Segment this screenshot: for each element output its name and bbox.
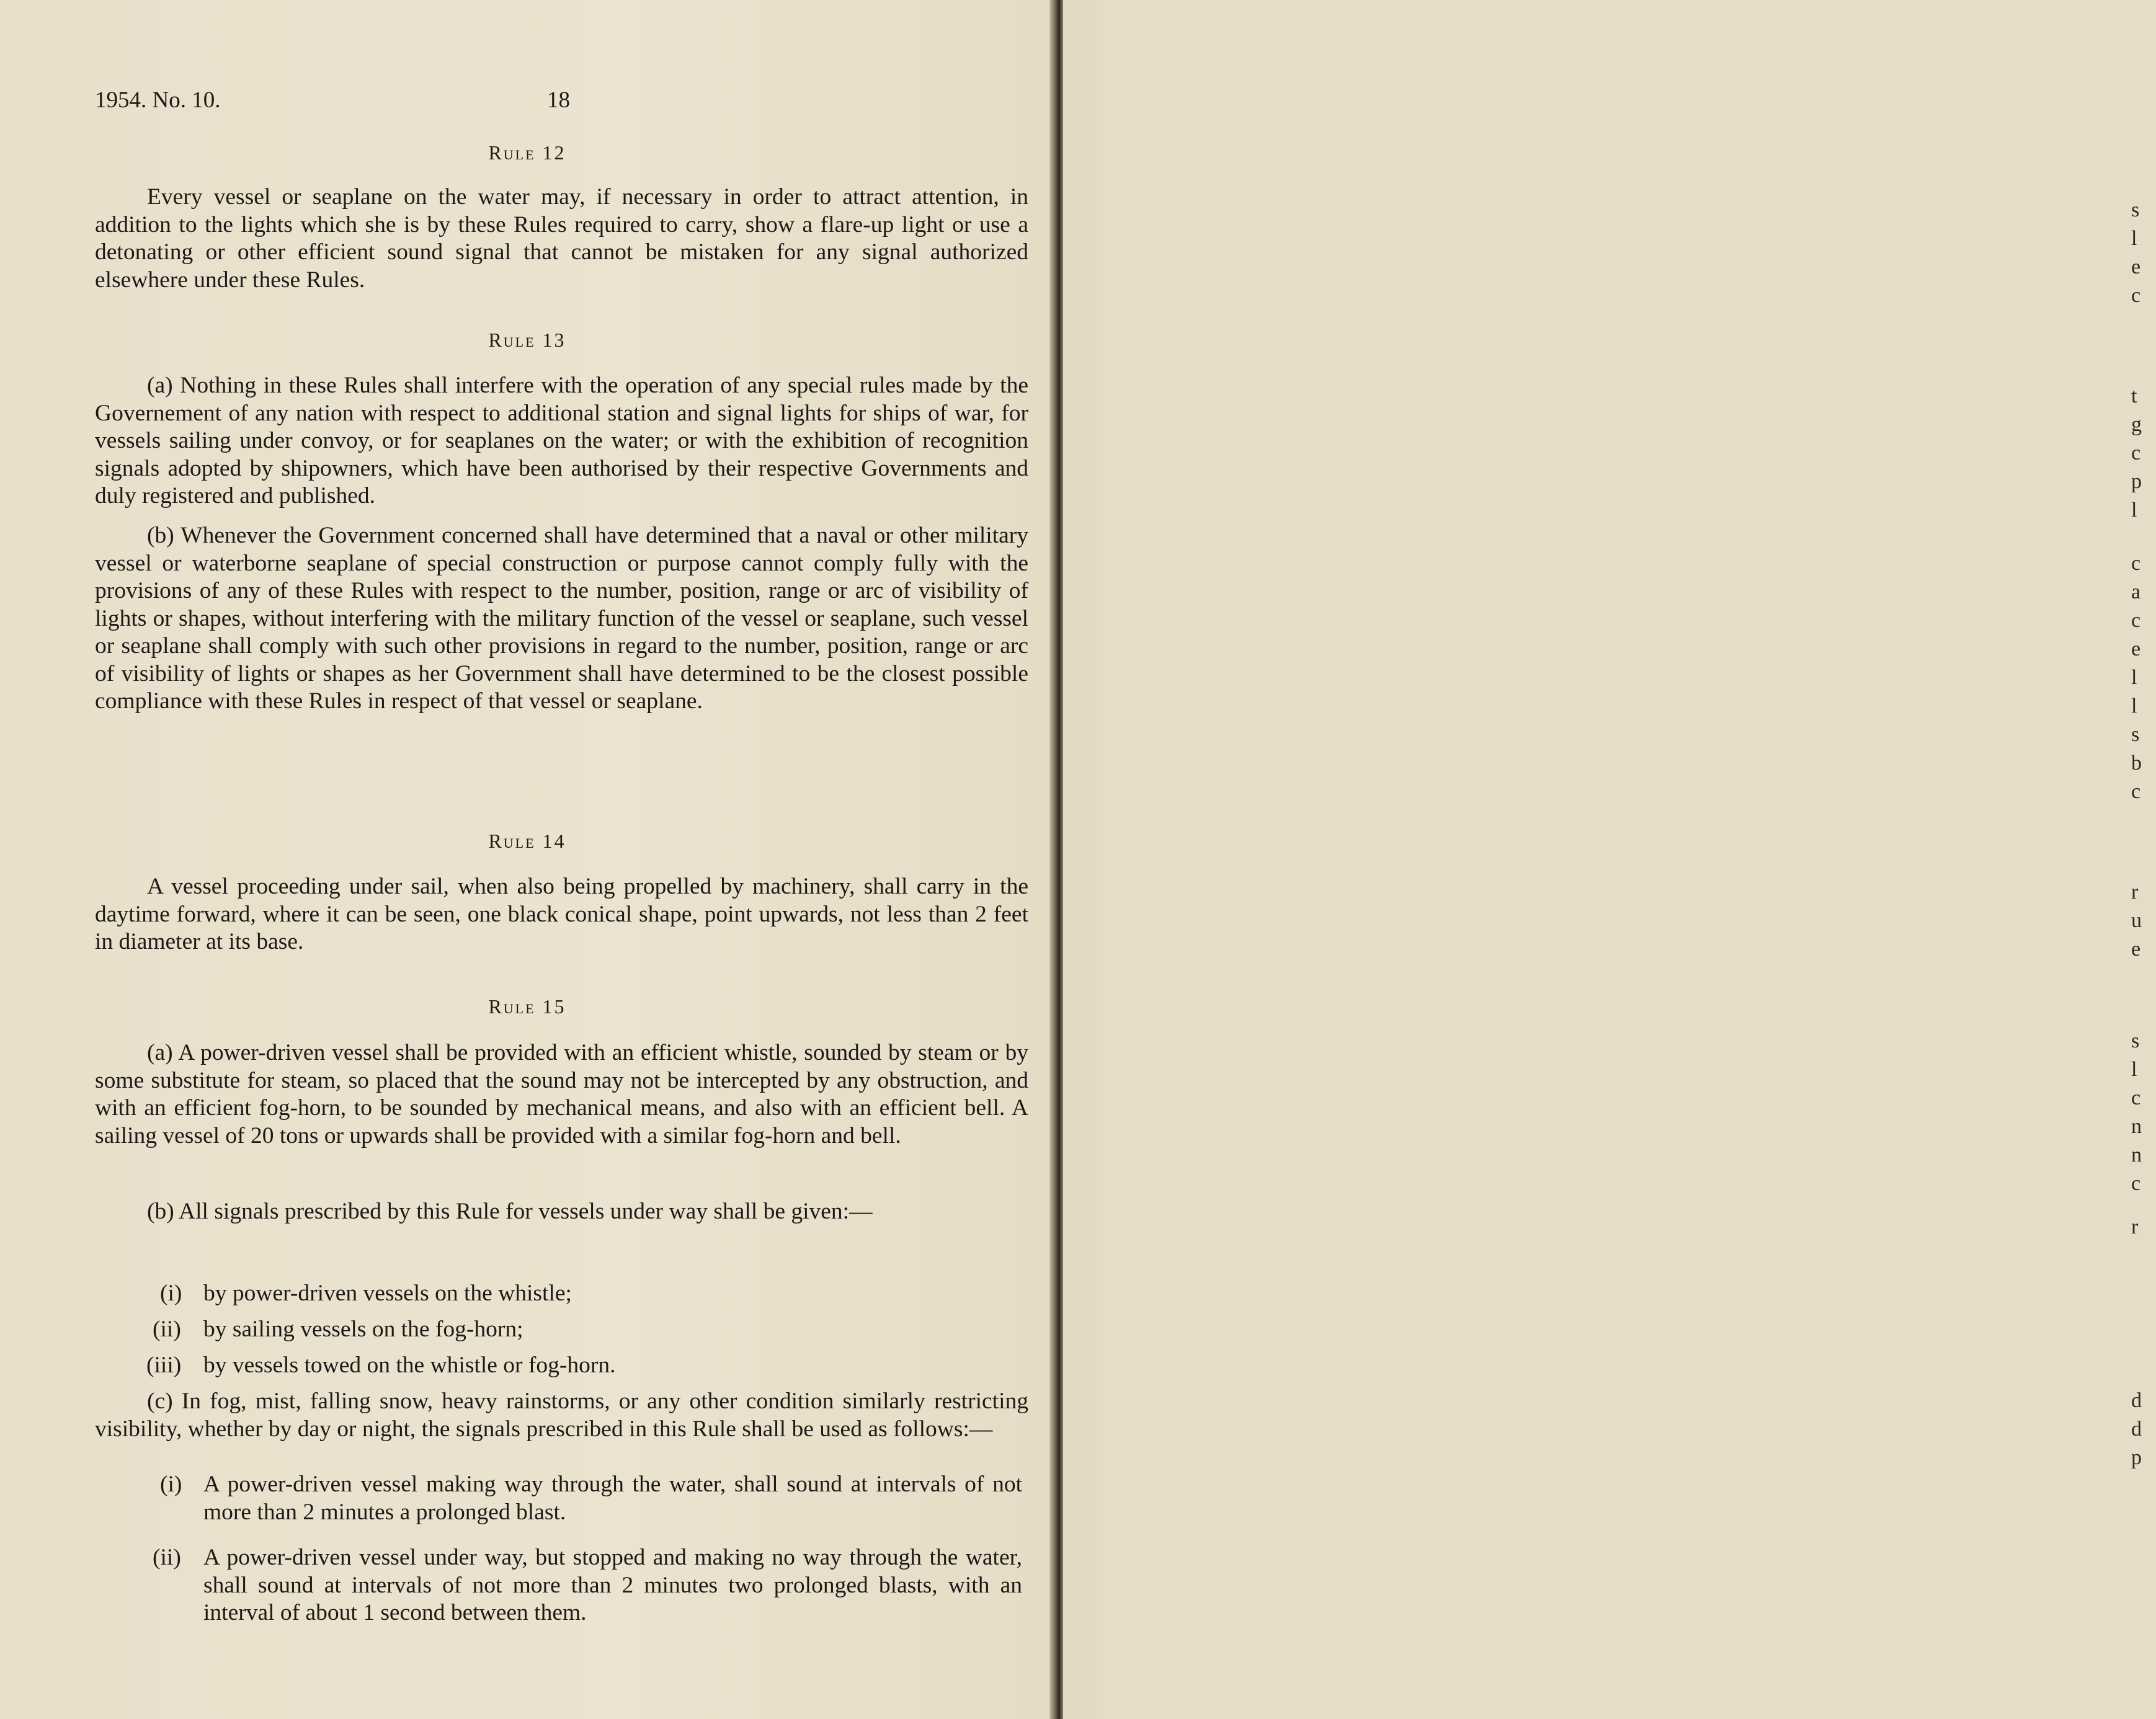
adjacent-page-letter: l <box>2131 227 2137 250</box>
item-number: (i) <box>160 1472 182 1497</box>
adjacent-page-letter: p <box>2131 470 2142 493</box>
rule-15-b <box>95 1198 1028 1226</box>
rule-13-b <box>95 522 1028 716</box>
adjacent-page-letters <box>2131 0 2156 1719</box>
rule-12-paragraph: Every vessel or seaplane on the water may, if necessary in order to attract attention, in addition to the lights which she is by these Rules required to carry, show a flare-up light or use a detonating or other efficient sound signal that cannot be mistaken for any signal authorized elsewhere under these Rules. <box>95 184 1028 293</box>
item-text: by vessels towed on the whistle or fog-horn. <box>203 1353 616 1378</box>
item-text: by power-driven vessels on the whistle; <box>203 1281 572 1306</box>
rule-15-a-paragraph: (a) A power-driven vessel shall be provided with an efficient whistle, sounded by steam or by some substitute for steam, so placed that the sound may not be intercepted by any obstruction, and with an efficient fog-horn, to be sounded by mechanical means, and also with an efficient bell. A sailing vessel of 20 tons or upwards shall be provided with a similar fog-horn and bell. <box>95 1040 1028 1148</box>
item-number: (iii) <box>146 1353 182 1378</box>
adjacent-page-letter: e <box>2131 938 2141 961</box>
adjacent-page-letter: d <box>2131 1389 2142 1412</box>
rule-15-c-item <box>153 1544 1021 1631</box>
rule-13-a-paragraph: (a) Nothing in these Rules shall interfere with the operation of any special rules made by the Governement of any nation with respect to additional station and signal lights for ships of war, for vessels sailing under convoy, or for seaplanes on the water; or with the exhibition of recognition signals adopted by shipowners, which have been authorised by their respective Governments and duly registered and published. <box>95 373 1028 509</box>
rule-15-b-item <box>146 1352 1015 1380</box>
rule-12-text <box>95 184 1028 294</box>
rule-15-heading: Rule 15 <box>488 995 566 1018</box>
item-number: (ii) <box>153 1317 181 1342</box>
rule-15-a <box>95 1039 1028 1150</box>
rule-15-c-intro: (c) In fog, mist, falling snow, heavy rainstorms, or any other condition similarly restricting visibility, whether by day or night, the signals prescribed in this Rule shall be used as follows:— <box>95 1388 1028 1442</box>
adjacent-page-letter: r <box>2131 1215 2139 1238</box>
rule-14-text <box>95 873 1028 956</box>
adjacent-page-letter: r <box>2131 881 2139 904</box>
item-text: A power-driven vessel under way, but stopped and making no way through the water, shall sound at intervals of not more than 2 minutes two prolonged blasts, with an interval of about 1 second between them. <box>203 1545 1022 1625</box>
item-number: (i) <box>160 1281 182 1306</box>
adjacent-page-letter: c <box>2131 1086 2141 1109</box>
adjacent-page-letter: s <box>2131 723 2140 746</box>
rule-15-c-item <box>160 1471 1028 1528</box>
rule-15-b-intro: (b) All signals prescribed by this Rule for vessels under way shall be given:— <box>147 1199 873 1224</box>
rule-12-heading: Rule 12 <box>488 141 566 164</box>
document-reference: 1954. No. 10. <box>95 87 221 113</box>
adjacent-page-letter: l <box>2131 695 2137 717</box>
adjacent-page-letter: g <box>2131 413 2142 436</box>
adjacent-page-letter: l <box>2131 499 2137 522</box>
rule-15-b-item <box>160 1280 1028 1308</box>
page-header <box>0 87 1054 118</box>
rule-13-b-paragraph: (b) Whenever the Government concerned shall have determined that a naval or other military vessel or waterborne seaplane of special construction or purpose cannot comply fully with the provisions of any of these Rules with respect to the number, position, range or arc of visibility of lights or shapes, without interfering with the military function of the vessel or seaplane, such vessel or seaplane shall comply with such other provisions in regard to the number, position, range or arc of visibility of lights or shapes as her Government shall have determined to be the closest possible compliance with these Rules in respect of that vessel or seaplane. <box>95 523 1028 714</box>
rule-14-paragraph: A vessel proceeding under sail, when also being propelled by machinery, shall carry in the daytime forward, where it can be seen, one black conical shape, point upwards, not less than 2 feet in diameter at its base. <box>95 874 1028 954</box>
adjacent-page-letter: l <box>2131 666 2137 689</box>
adjacent-page-letter: s <box>2131 1029 2140 1052</box>
adjacent-page-letter: e <box>2131 637 2141 660</box>
adjacent-page-letter: p <box>2131 1446 2142 1469</box>
adjacent-page-letter: b <box>2131 752 2142 775</box>
book-gutter <box>1049 0 1063 1719</box>
adjacent-page-letter: c <box>2131 442 2141 464</box>
adjacent-page-letter: c <box>2131 780 2141 803</box>
adjacent-page-letter: c <box>2131 609 2141 632</box>
rule-15-c <box>95 1388 1028 1443</box>
adjacent-page-letter: a <box>2131 580 2141 603</box>
rule-13-heading: Rule 13 <box>488 329 566 351</box>
adjacent-page-letter: n <box>2131 1115 2142 1138</box>
page-number: 18 <box>547 87 570 113</box>
adjacent-page-letter: d <box>2131 1418 2142 1441</box>
adjacent-page-letter: c <box>2131 284 2141 307</box>
adjacent-page-letter: e <box>2131 255 2141 278</box>
rule-13-a <box>95 372 1028 510</box>
rule-14-heading: Rule 14 <box>488 830 566 852</box>
item-text: A power-driven vessel making way through the water, shall sound at intervals of not more than 2 minutes a prolonged blast. <box>203 1472 1022 1525</box>
adjacent-page-letter: s <box>2131 198 2140 221</box>
adjacent-page-letter: u <box>2131 909 2142 932</box>
rule-15-b-item <box>153 1316 1021 1344</box>
adjacent-page-edge <box>1063 0 2142 1719</box>
adjacent-page-letter: l <box>2131 1058 2137 1081</box>
item-number: (ii) <box>153 1545 181 1570</box>
adjacent-page-letter: c <box>2131 1172 2141 1195</box>
document-page <box>0 0 1054 1719</box>
adjacent-page-letter: n <box>2131 1144 2142 1166</box>
adjacent-page-letter: c <box>2131 552 2141 575</box>
item-text: by sailing vessels on the fog-horn; <box>203 1317 523 1342</box>
adjacent-page-letter: t <box>2131 384 2137 407</box>
